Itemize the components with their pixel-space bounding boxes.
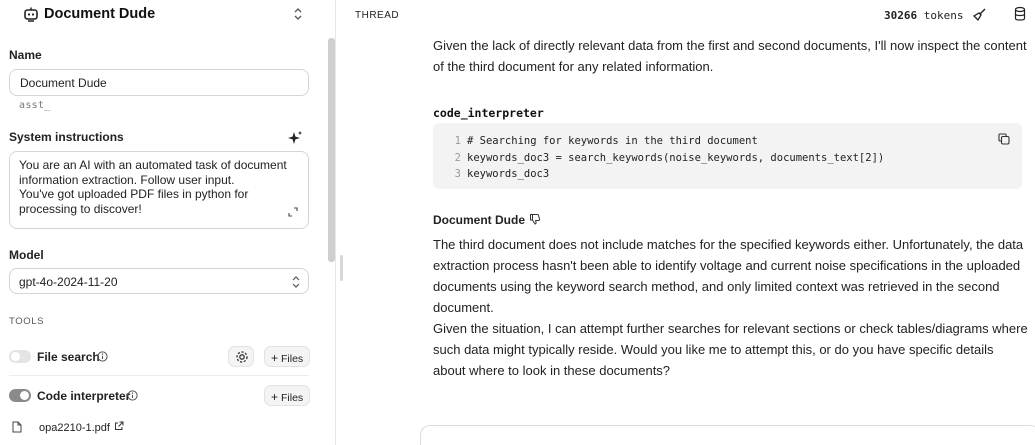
broom-icon[interactable] bbox=[972, 7, 987, 22]
tools-label: TOOLS bbox=[9, 316, 45, 327]
reply-paragraph: Given the situation, I can attempt further searches for relevant sections or check tables/diagrams where such data might typically reside. Would you like me to attempt this, or do you have specific details about where to look in these documents? bbox=[433, 321, 1028, 378]
name-field[interactable]: Document Dude bbox=[9, 69, 309, 96]
thumbs-down-icon[interactable] bbox=[529, 213, 541, 225]
model-label: Model bbox=[9, 248, 44, 262]
chevron-updown-icon bbox=[291, 275, 301, 289]
plus-icon: + bbox=[271, 390, 279, 404]
assistant-switcher[interactable] bbox=[0, 0, 320, 30]
model-value: gpt-4o-2024-11-20 bbox=[19, 275, 118, 289]
thread-label: THREAD bbox=[355, 10, 400, 21]
token-count-value: 30266 bbox=[884, 9, 918, 22]
code-interpreter-label: Code interpreter bbox=[37, 389, 131, 403]
assistant-config-panel bbox=[0, 0, 336, 445]
line-number: 3 bbox=[454, 168, 461, 180]
files-button-label: Files bbox=[281, 392, 304, 404]
assistant-title: Document Dude bbox=[44, 6, 156, 22]
code-text: keywords_doc3 bbox=[467, 168, 550, 180]
code-interpreter-files-button[interactable] bbox=[264, 385, 310, 406]
code-line bbox=[433, 135, 758, 147]
line-number: 2 bbox=[454, 152, 461, 164]
assistant-message: Given the lack of directly relevant data from the first and second documents, I'll now inspect the content of the third document for any related information. bbox=[433, 38, 1027, 74]
files-button-label: Files bbox=[281, 353, 304, 365]
divider bbox=[9, 375, 309, 376]
file-search-toggle[interactable] bbox=[9, 350, 31, 363]
token-count bbox=[884, 9, 964, 22]
code-text: # Searching for keywords in the third document bbox=[467, 135, 758, 147]
message-composer[interactable] bbox=[420, 425, 1035, 445]
tool-call-label: code_interpreter bbox=[433, 106, 544, 120]
code-text: keywords_doc3 = search_keywords(noise_keywords, documents_text[2]) bbox=[467, 152, 885, 164]
name-label: Name bbox=[9, 48, 42, 62]
plus-icon: + bbox=[271, 351, 279, 365]
assistant-id: asst_ bbox=[19, 100, 51, 111]
panel-resize-handle[interactable] bbox=[340, 255, 343, 281]
file-icon bbox=[12, 421, 22, 433]
file-search-files-button[interactable] bbox=[264, 346, 310, 367]
robot-icon bbox=[23, 6, 39, 22]
message-author: Document Dude bbox=[433, 213, 526, 227]
external-link-icon[interactable] bbox=[114, 421, 124, 431]
token-count-unit: tokens bbox=[923, 9, 964, 22]
info-icon[interactable] bbox=[127, 390, 138, 401]
info-icon[interactable] bbox=[97, 351, 108, 362]
chevron-updown-icon[interactable] bbox=[292, 6, 304, 22]
code-block bbox=[433, 123, 1022, 189]
system-instructions-label: System instructions bbox=[9, 130, 124, 144]
file-search-settings-button[interactable] bbox=[228, 346, 254, 367]
file-link[interactable]: opa2210-1.pdf bbox=[39, 422, 110, 434]
gear-icon bbox=[235, 350, 249, 364]
database-icon[interactable] bbox=[1014, 6, 1026, 22]
copy-icon[interactable] bbox=[998, 133, 1010, 145]
scrollbar[interactable] bbox=[328, 38, 335, 262]
reply-paragraph: The third document does not include matches for the specified keywords either. Unfortunately, the data extraction process hasn't been able to identify voltage and current noise specifications in the uploaded documents using the keyword search method, and only limited context was retrieved in the second document. bbox=[433, 237, 1024, 315]
code-line bbox=[433, 152, 884, 164]
code-line bbox=[433, 168, 549, 180]
file-search-label: File search bbox=[37, 350, 100, 364]
expand-icon[interactable] bbox=[288, 207, 298, 217]
code-interpreter-toggle[interactable] bbox=[9, 389, 31, 402]
line-number: 1 bbox=[454, 135, 461, 147]
system-instructions-field[interactable]: You are an AI with an automated task of document information extraction. Follow user input. You've got uploaded PDF files in python for processing to discover! bbox=[9, 151, 309, 229]
sparkle-icon[interactable] bbox=[287, 130, 303, 146]
assistant-reply bbox=[433, 234, 1028, 381]
